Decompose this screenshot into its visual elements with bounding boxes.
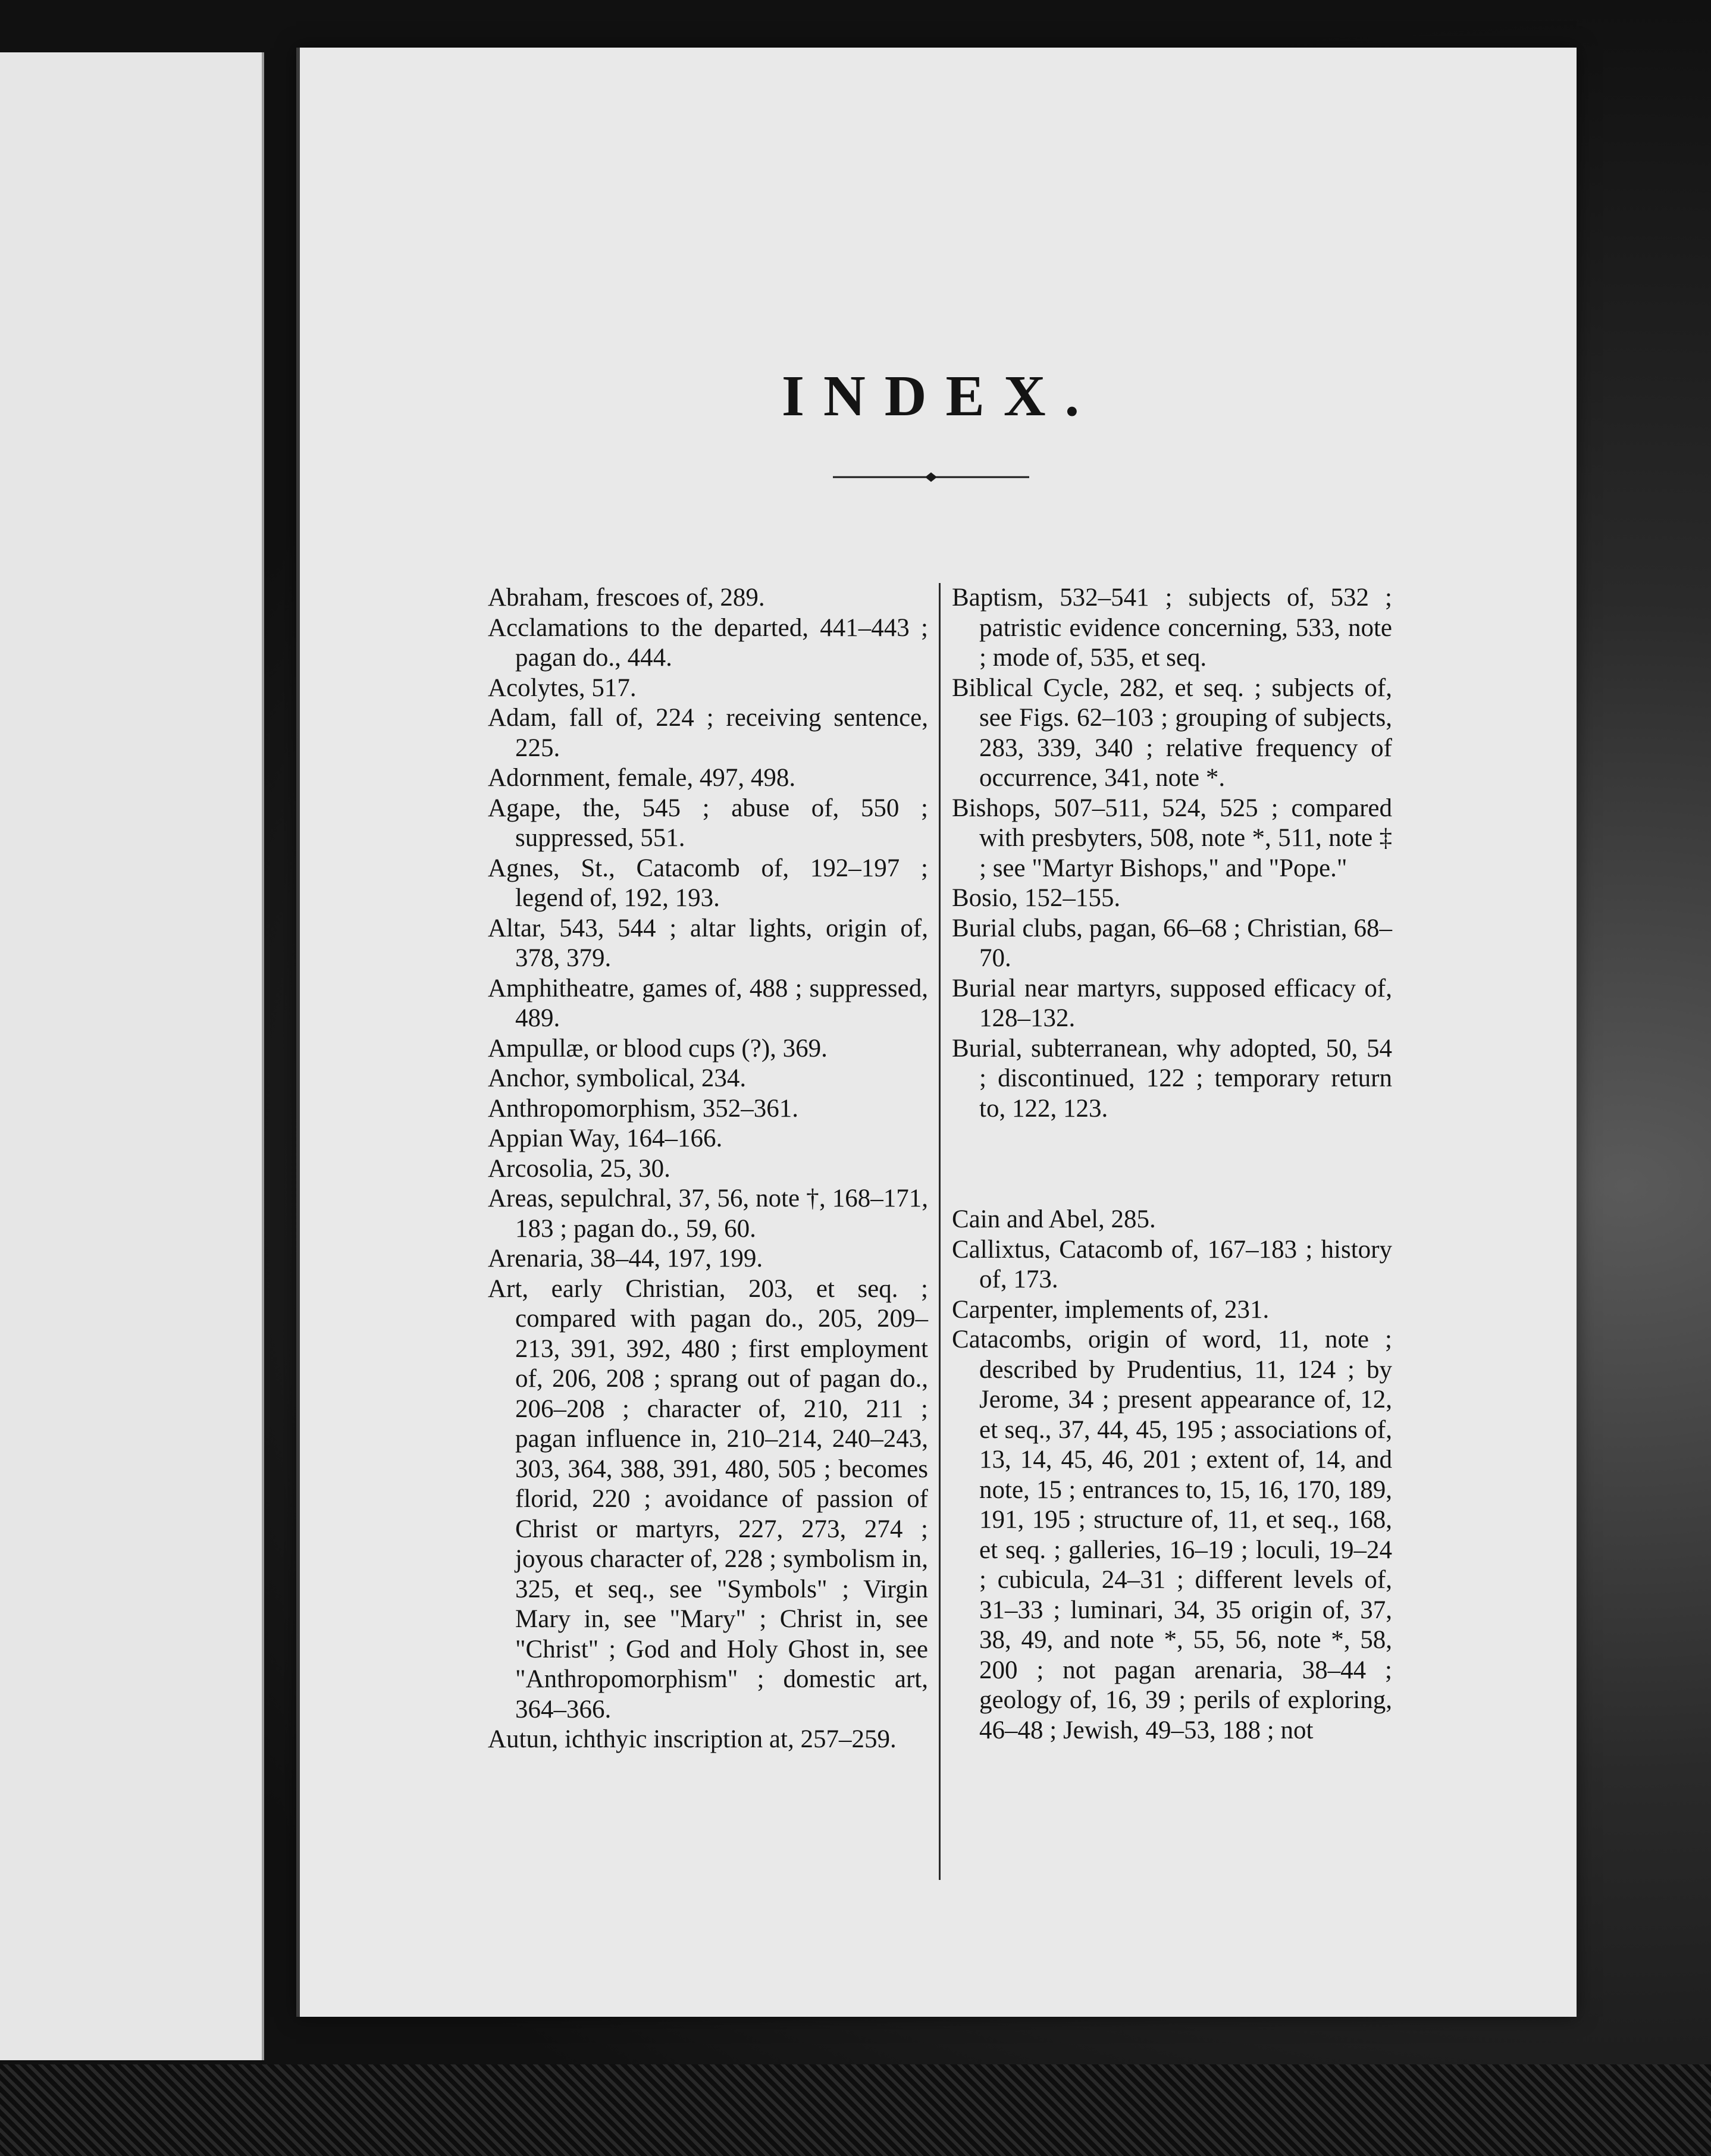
index-entry: Arenaria, 38–44, 197, 199. bbox=[488, 1245, 763, 1273]
index-entry: Anchor, symbolical, 234. bbox=[488, 1064, 747, 1092]
index-entry: Burial clubs, pagan, 66–68 ; Christian, 68–70. bbox=[952, 914, 1392, 972]
index-entry: Bishops, 507–511, 524, 525 ; compared with presbyters, 508, note *, 511, note ‡ ; see "Martyr Bishops," and "Pope." bbox=[952, 794, 1392, 882]
index-entry: Callixtus, Catacomb of, 167–183 ; history of, 173. bbox=[952, 1235, 1392, 1293]
index-entry: Amphitheatre, games of, 488 ; suppressed, 489. bbox=[488, 974, 928, 1032]
index-entry: Bosio, 152–155. bbox=[952, 884, 1121, 912]
page-title: INDEX. bbox=[781, 364, 1099, 428]
index-entry: Acolytes, 517. bbox=[488, 673, 637, 702]
facing-page bbox=[0, 52, 264, 2060]
index-entry: Altar, 543, 544 ; altar lights, origin of, 378, 379. bbox=[488, 914, 928, 972]
index-entry: Autun, ichthyic inscription at, 257–259. bbox=[488, 1725, 897, 1753]
index-entry: Adornment, female, 497, 498. bbox=[488, 764, 796, 792]
index-column-left bbox=[488, 583, 928, 1755]
index-column-right bbox=[952, 583, 1392, 1746]
index-entry: Acclamations to the departed, 441–443 ; pagan do., 444. bbox=[488, 613, 928, 672]
index-entry: Ampullæ, or blood cups (?), 369. bbox=[488, 1034, 828, 1063]
index-entry: Areas, sepulchral, 37, 56, note †, 168–171, 183 ; pagan do., 59, 60. bbox=[488, 1184, 928, 1243]
index-entry: Baptism, 532–541 ; subjects of, 532 ; patristic evidence concerning, 533, note ; mode of, 535, et seq. bbox=[952, 584, 1392, 672]
index-entry: Cain and Abel, 285. bbox=[952, 1205, 1156, 1233]
index-entry: Burial, subterranean, why adopted, 50, 54 ; discontinued, 122 ; temporary return to, 122, 123. bbox=[952, 1034, 1392, 1123]
title-ornament bbox=[833, 471, 1029, 483]
index-entry: Biblical Cycle, 282, et seq. ; subjects of, see Figs. 62–103 ; grouping of subjects, 283, 339, 340 ; relative frequency of occurrence, 341, note *. bbox=[952, 673, 1392, 792]
column-divider bbox=[939, 583, 941, 1880]
index-entry: Arcosolia, 25, 30. bbox=[488, 1154, 670, 1183]
index-entry: Carpenter, implements of, 231. bbox=[952, 1295, 1270, 1324]
entry-gap bbox=[952, 1149, 1392, 1179]
index-entry: Abraham, frescoes of, 289. bbox=[488, 584, 765, 612]
index-entry: Agnes, St., Catacomb of, 192–197 ; legend of, 192, 193. bbox=[488, 854, 928, 912]
index-entry: Appian Way, 164–166. bbox=[488, 1124, 723, 1152]
scan-bottom-edge bbox=[0, 2064, 1711, 2156]
index-entry: Agape, the, 545 ; abuse of, 550 ; suppressed, 551. bbox=[488, 794, 928, 852]
index-entry: Anthropomorphism, 352–361. bbox=[488, 1094, 798, 1123]
index-page bbox=[296, 48, 1577, 2017]
index-entry: Adam, fall of, 224 ; receiving sentence, 225. bbox=[488, 704, 928, 762]
index-entry: Catacombs, origin of word, 11, note ; described by Prudentius, 11, 124 ; by Jerome, 34 ; present appearance of, 12, et seq., 37, 44, 45, 195 ; associations of, 13, 14, 45, 46, 201 ; extent of, 14, and note, 15 ; entrances to, 15, 16, 170, 189, 191, 195 ; structure of, 11, et seq., 168, et seq. ; galleries, 16–19 ; loculi, 19–24 ; cubicula, 24–31 ; different levels of, 31–33 ; luminari, 34, 35 origin of, 37, 38, 49, and note *, 55, 56, note *, 58, 200 ; not pagan arenaria, 38–44 ; geology of, 16, 39 ; perils of exploring, 46–48 ; Jewish, 49–53, 188 ; not bbox=[952, 1325, 1392, 1744]
index-entry: Burial near martyrs, supposed efficacy of, 128–132. bbox=[952, 974, 1392, 1032]
index-entry: Art, early Christian, 203, et seq. ; compared with pagan do., 205, 209–213, 391, 392, 480 ; first employment of, 206, 208 ; sprang out of pagan do., 206–208 ; character of, 210, 211 ; pagan influence in, 210–214, 240–243, 303, 364, 388, 391, 480, 505 ; becomes florid, 220 ; avoidance of passion of Christ or martyrs, 227, 273, 274 ; joyous character of, 228 ; symbolism in, 325, et seq., see "Symbols" ; Virgin Mary in, see "Mary" ; Christ in, see "Christ" ; God and Holy Ghost in, see "Anthropomorphism" ; domestic art, 364–366. bbox=[488, 1274, 928, 1723]
